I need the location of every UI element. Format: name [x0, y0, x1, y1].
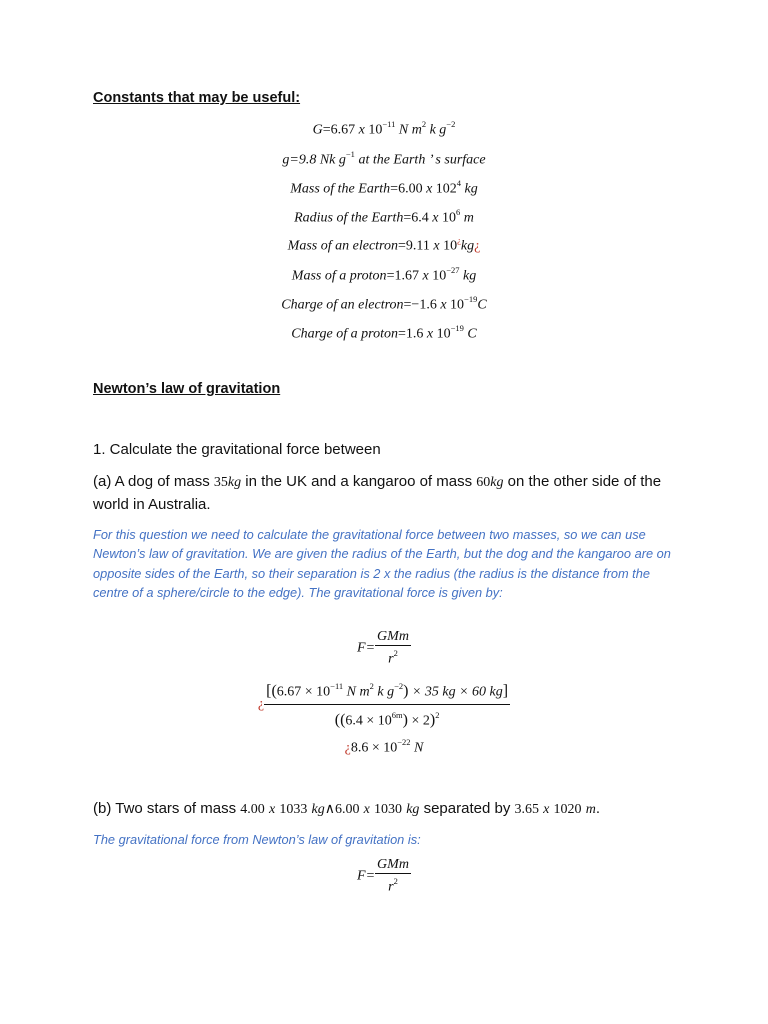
- formula-newton-b: F= $\frac{\text{GMm}}{r^2}$: [357, 857, 409, 895]
- eq-gravitational-constant: G=6.67 x $10^{-11}$ N $m^2$ k $g^{-2}$: [312, 119, 456, 138]
- formula-newton-a: F= $\frac{\text{GMm}}{r^2}$: [357, 629, 409, 667]
- calc-fraction: $\frac{[(6.67 \times 10^{-11} N m^2 k g^{-2}) \times 35 kg \times 60 kg]}{((6.4 \times 10^{6m}) \times 2)^2}$: [264, 676, 510, 732]
- explanation-b: The gravitational force from Newton’s law of gravitation is:: [93, 832, 421, 847]
- eq-g-surface: g=9.8 Nk $g^{-1}$ at the Earth ’ s surface: [282, 149, 486, 168]
- question-1a: (a) A dog of mass 35kg in the UK and a kangaroo of mass 60kg on the other side of the world in Australia.: [93, 473, 662, 513]
- calculation-a: ¿ $\frac{[(6.67 \times 10^{-11} N m^2 k g^{-2}) \times 35 kg \times 60 kg]}{((6.4 \times 10^{6m}) \times 2)^2}$: [0, 676, 768, 732]
- fraction: $\frac{\text{GMm}}{r^2}$: [377, 857, 409, 895]
- eq-mass-earth: Mass of the Earth=6.00 x $102^4$ kg: [290, 178, 478, 197]
- newton-heading: Newton’s law of gravitation: [93, 381, 281, 397]
- eq-charge-electron: Charge of an electron=−1.6 x $10^{-19}C$: [281, 294, 487, 313]
- result-a: ¿$8.6 \times 10^{-22}$ N: [344, 737, 424, 756]
- question-1b: (b) Two stars of mass 4.00 x 1033 kg∧6.00 x 1030 kg separated by 3.65 x 1020 m.: [93, 800, 601, 817]
- eq-charge-proton: Charge of a proton=1.6 x $10^{-19}$ C: [291, 323, 477, 342]
- fraction: $\frac{\text{GMm}}{r^2}$: [377, 629, 409, 667]
- constants-heading: Constants that may be useful:: [93, 90, 301, 106]
- eq-mass-proton: Mass of a proton=1.67 x $10^{-27}$ kg: [291, 265, 477, 284]
- question-1: 1. Calculate the gravitational force between: [93, 441, 381, 458]
- eq-radius-earth: Radius of the Earth=6.4 x $10^6$ m: [294, 207, 474, 226]
- eq-mass-electron: Mass of an electron=9.11 x 10¿kg¿: [287, 235, 481, 254]
- explanation-a: For this question we need to calculate the gravitational force between two masses, so we can use Newton’s law of gravitation. We are given the radius of the Earth, but the dog and the kangaroo are on opposite sides of the Earth, so their separation is 2 x the radius (the radius is the distance from the centre of a sphere/circle to the edge). The gravitational force is given by:: [93, 527, 671, 601]
